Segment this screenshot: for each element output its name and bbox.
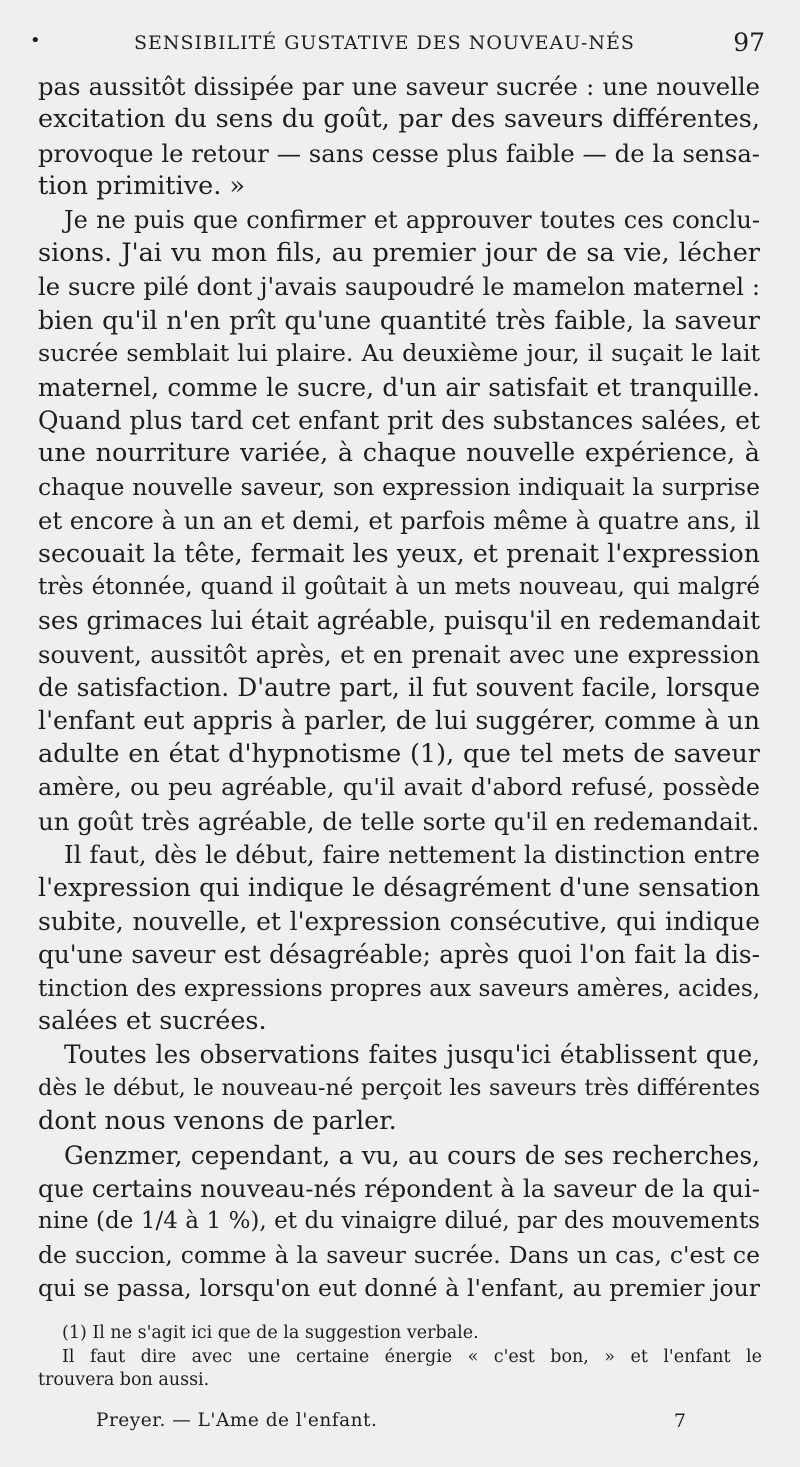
text-line: souvent, aussitôt après, et en prenait avec une expression (38, 639, 760, 669)
text-line: l'expression qui indique le désagrément d'une sensation (38, 873, 760, 903)
text-line: Genzmer, cependant, a vu, au cours de ses recherches, (64, 1140, 760, 1170)
text-line: que certains nouveau-nés répondent à la saveur de la qui- (38, 1173, 760, 1203)
sheet-number: 7 (673, 1410, 686, 1432)
footnotes (38, 1322, 762, 1393)
text-line: excitation du sens du goût, par des saveurs différentes, (38, 104, 760, 135)
page-header (30, 30, 765, 60)
text-line: Quand plus tard cet enfant prit des substances salées, et (38, 405, 761, 435)
text-line: chaque nouvelle saveur, son expression indiquait la surprise (38, 472, 760, 501)
signature-line: Preyer. — L'Ame de l'enfant. (96, 1410, 378, 1431)
text-line: sucrée semblait lui plaire. Au deuxième jour, il suçait le lait (38, 339, 760, 368)
text-line: de succion, comme à la saveur sucrée. Dans un cas, c'est ce (38, 1240, 760, 1269)
text-line: maternel, comme le sucre, d'un air satisfait et tranquille. (38, 372, 760, 402)
header-marker: • (30, 30, 41, 51)
text-line: de satisfaction. D'autre part, il fut souvent facile, lorsque (38, 673, 760, 703)
page-number: 97 (733, 28, 765, 57)
footnote-line: trouvera bon aussi. (38, 1370, 210, 1390)
text-line: nine (de 1/4 à 1 %), et du vinaigre dilué, par des mouvements (38, 1208, 760, 1235)
text-line: une nourriture variée, à chaque nouvelle expérience, à (38, 438, 760, 469)
text-line: pas aussitôt dissipée par une saveur sucrée : une nouvelle (38, 72, 760, 101)
page-footer (96, 1410, 686, 1436)
text-line: tinction des expressions propres aux saveurs amères, acides, (38, 974, 761, 1002)
footnote-line: (1) Il ne s'agit ici que de la suggestion verbale. (62, 1323, 479, 1343)
text-line: dès le début, le nouveau-né perçoit les saveurs très différentes (38, 1074, 760, 1101)
text-line: qui se passa, lorsqu'on eut donné à l'enfant, au premier jour (38, 1274, 760, 1303)
text-line: bien qu'il n'en prît qu'une quantité très faible, la saveur (38, 305, 760, 335)
text-line: sions. J'ai vu mon fils, au premier jour de sa vie, lécher (38, 237, 760, 268)
text-line: l'enfant eut appris à parler, de lui suggérer, comme à un (38, 706, 760, 736)
text-line: qu'une saveur est désagréable; après quoi l'on fait la dis- (38, 940, 760, 970)
text-line: et encore à un an et demi, et parfois même à quatre ans, il (38, 506, 761, 536)
running-title: SENSIBILITÉ GUSTATIVE DES NOUVEAU-NÉS (134, 32, 635, 54)
text-line: un goût très agréable, de telle sorte qu'il en redemandait. (38, 806, 760, 836)
text-line: provoque le retour — sans cesse plus faible — de la sensa- (38, 138, 760, 168)
text-line: Je ne puis que confirmer et approuver toutes ces conclu- (64, 205, 760, 234)
text-line: adulte en état d'hypnotisme (1), que tel mets de saveur (38, 738, 760, 769)
footnote-line: Il faut dire avec une certaine énergie « c'est bon, » et l'enfant le (62, 1346, 762, 1367)
text-line: dont nous venons de parler. (38, 1106, 397, 1137)
text-line: salées et sucrées. (38, 1005, 267, 1036)
text-line: le sucre pilé dont j'avais saupoudré le mamelon maternel : (38, 272, 760, 302)
text-line: secouait la tête, fermait les yeux, et prenait l'expression (38, 539, 760, 569)
text-line: amère, ou peu agréable, qu'il avait d'abord refusé, possède (38, 773, 760, 802)
text-line: ses grimaces lui était agréable, puisqu'il en redemandait (38, 606, 760, 636)
text-line: tion primitive. » (38, 171, 246, 202)
text-line: subite, nouvelle, et l'expression consécutive, qui indique (38, 906, 760, 936)
text-line: Toutes les observations faites jusqu'ici établissent que, (64, 1040, 760, 1070)
text-line: Il faut, dès le début, faire nettement la distinction entre (64, 839, 760, 869)
body-text (38, 70, 760, 1305)
text-line: très étonnée, quand il goûtait à un mets nouveau, qui malgré (38, 573, 760, 600)
